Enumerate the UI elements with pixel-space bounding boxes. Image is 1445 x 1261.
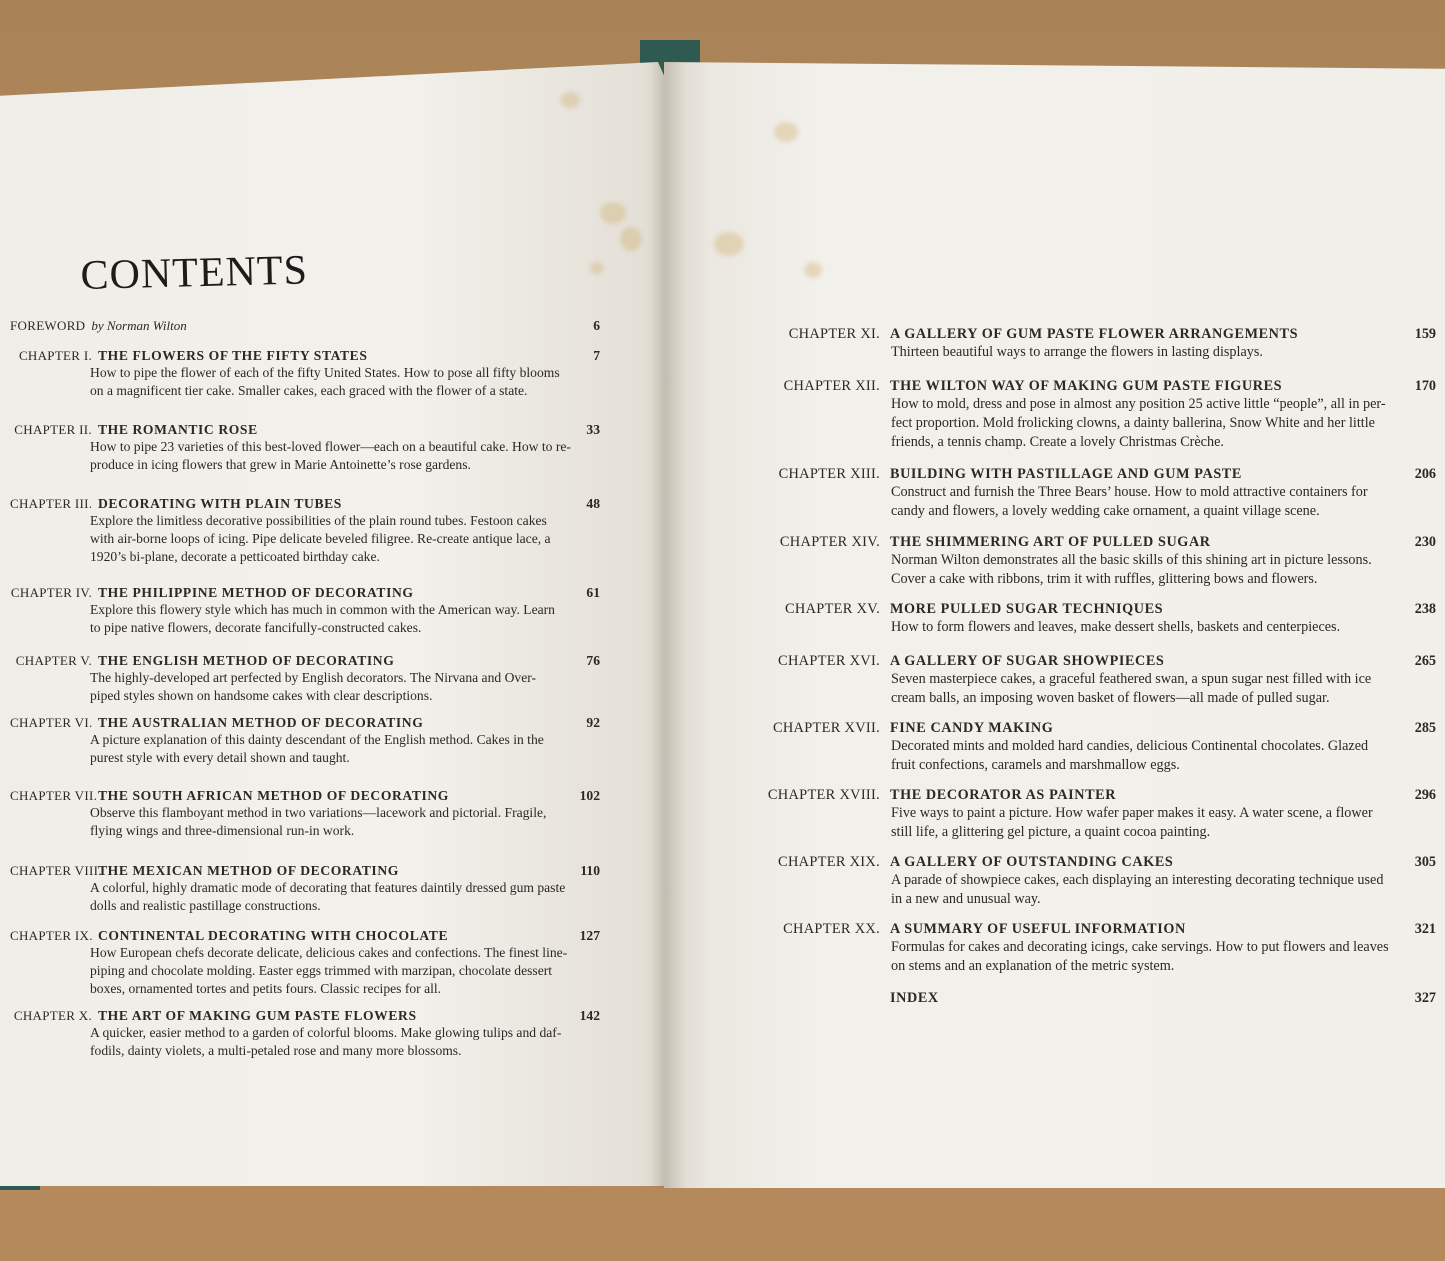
chapter-title: A GALLERY OF SUGAR SHOWPIECES [890,653,1165,669]
chapter-description [10,364,600,400]
chapter-title: THE PHILIPPINE METHOD OF DECORATING [98,585,414,600]
chapter-label: CHAPTER VII. [10,788,98,803]
chapter-label: CHAPTER XX. [783,921,880,937]
description-line: Observe this flamboyant method in two variations—lacework and pictorial. Fragile, [90,805,547,820]
entry-page-number: 327 [1414,990,1436,1006]
toc-entry[interactable] [10,653,600,705]
description-line: still life, a glittering gel picture, a quaint cocoa painting. [891,824,1211,840]
chapter-description [10,438,600,474]
toc-entry[interactable] [760,466,1436,521]
description-line: The highly-developed art perfected by English decorators. The Nirvana and Over- [90,670,537,685]
foxing-stain [714,232,744,256]
chapter-label: CHAPTER XV. [785,601,880,617]
chapter-title: THE AUSTRALIAN METHOD OF DECORATING [98,715,424,730]
chapter-description [760,871,1436,909]
entry-heading [760,653,1436,670]
entry-heading [760,720,1436,737]
entry-page-number: 265 [1414,653,1436,669]
entry-heading [10,928,600,944]
description-line: Explore the limitless decorative possibilities of the plain round tubes. Festoon cakes [90,513,547,528]
description-line: Five ways to paint a picture. How wafer paper makes it easy. A water scene, a flower [891,805,1373,821]
chapter-description [10,512,600,566]
entry-page-number: 285 [1414,720,1436,736]
description-line: flying wings and three-dimensional run-in work. [90,823,355,838]
description-line: A quicker, easier method to a garden of colorful blooms. Make glowing tulips and daf- [90,1025,562,1040]
entry-page-number: 110 [580,863,600,878]
description-line: friends, a tennis champ. Create a lovely Christmas Crèche. [891,434,1224,450]
description-line: A colorful, highly dramatic mode of decorating that features daintily dressed gum paste [90,880,566,895]
chapter-description [10,944,600,998]
chapter-description [10,731,600,767]
toc-entry[interactable] [760,534,1436,589]
toc-entry[interactable] [10,863,600,915]
entry-page-number: 159 [1414,326,1436,342]
chapter-title: FINE CANDY MAKING [890,720,1054,736]
description-line: A parade of showpiece cakes, each displaying an interesting decorating technique used [891,872,1384,888]
entry-heading [10,715,600,731]
chapter-title: A GALLERY OF GUM PASTE FLOWER ARRANGEMENTS [890,326,1299,342]
description-line: Seven masterpiece cakes, a graceful feathered swan, a spun sugar nest filled with ice [891,671,1372,687]
entry-label: FOREWORD [10,318,86,333]
entry-heading [10,422,600,438]
page-title: CONTENTS [80,247,309,299]
toc-entry-foreword[interactable] [10,318,600,334]
toc-entry[interactable] [760,854,1436,909]
description-line: Formulas for cakes and decorating icings, cake servings. How to put flowers and leaves [891,939,1389,955]
chapter-title: THE WILTON WAY OF MAKING GUM PASTE FIGURES [890,378,1283,394]
toc-entry[interactable] [10,928,600,998]
entry-page-number: 238 [1414,601,1436,617]
foxing-stain [774,122,798,142]
description-line: to pipe native flowers, decorate fancifully-constructed cakes. [90,620,422,635]
index-title: INDEX [890,990,939,1006]
chapter-description [760,938,1436,976]
chapter-title: THE ENGLISH METHOD OF DECORATING [98,653,395,668]
chapter-description [760,804,1436,842]
description-line: fodils, dainty violets, a multi-petaled rose and many more blossoms. [90,1043,462,1058]
entry-page-number: 48 [586,496,600,511]
chapter-description [760,343,1436,362]
description-line: How European chefs decorate delicate, delicious cakes and confections. The finest line- [90,945,568,960]
description-line: fruit confections, caramels and marshmallow eggs. [891,757,1180,773]
entry-page-number: 230 [1414,534,1436,550]
entry-page-number: 92 [586,715,600,730]
chapter-label: CHAPTER X. [13,1008,92,1023]
entry-heading [760,378,1436,395]
description-line: Cover a cake with ribbons, trim it with ruffles, glittering bows and flowers. [891,571,1318,587]
entry-page-number: 33 [586,422,600,437]
description-line: candy and flowers, a lovely wedding cake ornament, a quaint village scene. [891,503,1320,519]
description-line: Decorated mints and molded hard candies, delicious Continental chocolates. Glazed [891,738,1369,754]
description-line: Explore this flowery style which has much in common with the American way. Learn [90,602,555,617]
entry-heading [760,921,1436,938]
entry-heading [760,326,1436,343]
description-line: Thirteen beautiful ways to arrange the flowers in lasting displays. [891,344,1263,360]
toc-entry[interactable] [10,715,600,767]
chapter-title: THE MEXICAN METHOD OF DECORATING [98,863,399,878]
description-line: produce in icing flowers that grew in Marie Antoinette’s rose gardens. [90,457,471,472]
chapter-label: CHAPTER XVI. [778,653,880,669]
description-line: piping and chocolate molding. Easter eggs trimmed with marzipan, chocolate dessert [90,963,553,978]
entry-heading [760,466,1436,483]
entry-byline: by Norman Wilton [91,318,187,333]
entry-page-number: 76 [586,653,600,668]
entry-page-number: 321 [1414,921,1436,937]
toc-entry[interactable] [760,787,1436,842]
entry-heading [760,990,1436,1007]
chapter-title: A SUMMARY OF USEFUL INFORMATION [890,921,1186,937]
chapter-title: A GALLERY OF OUTSTANDING CAKES [890,854,1174,870]
description-line: with air-borne loops of icing. Pipe delicate beveled filigree. Re-create antique lace, a [90,531,551,546]
toc-entry[interactable] [760,720,1436,775]
entry-heading [760,854,1436,871]
chapter-title: THE SOUTH AFRICAN METHOD OF DECORATING [98,788,449,803]
chapter-label: CHAPTER VIII. [10,863,102,878]
description-line: 1920’s bi-plane, decorate a petticoated birthday cake. [90,549,380,564]
chapter-label: CHAPTER V. [15,653,92,668]
toc-entry[interactable] [10,496,600,566]
chapter-description [10,804,600,840]
chapter-label: CHAPTER XIII. [778,466,880,482]
chapter-title: THE ROMANTIC ROSE [98,422,258,437]
chapter-title: CONTINENTAL DECORATING WITH CHOCOLATE [98,928,449,943]
entry-page-number: 6 [593,318,600,333]
chapter-label: CHAPTER IV. [10,585,92,600]
description-line: Construct and furnish the Three Bears’ house. How to mold attractive containers for [891,484,1368,500]
description-line: on a magnificent tier cake. Smaller cakes, each graced with the flower of a state. [90,383,528,398]
entry-heading [10,788,600,804]
entry-page-number: 142 [579,1008,600,1023]
description-line: fect proportion. Mold frolicking clowns, a dainty ballerina, Snow White and her little [891,415,1375,431]
chapter-label: CHAPTER VI. [10,715,93,730]
chapter-label: CHAPTER XVIII. [767,787,880,803]
entry-heading [10,1008,600,1024]
chapter-label: CHAPTER XIX. [778,854,880,870]
description-line: boxes, ornamented tortes and petits fours. Classic recipes for all. [90,981,442,996]
foxing-stain [600,202,626,224]
chapter-label: CHAPTER XIV. [779,534,880,550]
chapter-label: CHAPTER XVII. [772,720,880,736]
description-line: How to pipe the flower of each of the fifty United States. How to pose all fifty blooms [90,365,560,380]
description-line: purest style with every detail shown and taught. [90,750,350,765]
chapter-description [760,737,1436,775]
chapter-description [760,395,1436,452]
toc-entry[interactable] [10,585,600,637]
toc-entry[interactable] [760,601,1436,637]
chapter-label: CHAPTER II. [14,422,92,437]
description-line: Norman Wilton demonstrates all the basic skills of this shining art in picture lessons. [891,552,1372,568]
chapter-description [10,1024,600,1060]
entry-heading [10,863,600,879]
chapter-description [760,670,1436,708]
chapter-label: CHAPTER I. [18,348,92,363]
foxing-stain [590,262,604,274]
description-line: piped styles shown on handsome cakes with clear descriptions. [90,688,433,703]
foxing-stain [560,92,580,108]
entry-heading [10,348,600,364]
toc-entry[interactable] [760,921,1436,976]
chapter-description [10,879,600,915]
description-line: How to form flowers and leaves, make dessert shells, baskets and centerpieces. [891,619,1341,635]
description-line: dolls and realistic pastillage constructions. [90,898,321,913]
entry-heading [10,585,600,601]
description-line: cream balls, an imposing woven basket of flowers—all made of pulled sugar. [891,690,1330,706]
entry-heading [760,601,1436,618]
entry-page-number: 206 [1414,466,1436,482]
toc-entry[interactable] [760,378,1436,452]
chapter-title: THE SHIMMERING ART OF PULLED SUGAR [890,534,1211,550]
description-line: A picture explanation of this dainty descendant of the English method. Cakes in the [90,732,544,747]
toc-entry[interactable] [10,422,600,474]
chapter-description [10,669,600,705]
entry-page-number: 102 [579,788,600,803]
toc-entry[interactable] [10,348,600,400]
toc-entry-index[interactable] [760,990,1436,1007]
entry-heading [10,653,600,669]
chapter-title: DECORATING WITH PLAIN TUBES [98,496,342,511]
toc-entry[interactable] [10,788,600,840]
entry-page-number: 170 [1414,378,1436,394]
description-line: How to pipe 23 varieties of this best-loved flower—each on a beautiful cake. How to re- [90,439,571,454]
chapter-label: CHAPTER XI. [788,326,880,342]
foxing-stain [620,227,642,251]
chapter-title: THE ART OF MAKING GUM PASTE FLOWERS [98,1008,417,1023]
chapter-title: THE FLOWERS OF THE FIFTY STATES [98,348,368,363]
description-line: in a new and unusual way. [891,891,1041,907]
chapter-title: THE DECORATOR AS PAINTER [890,787,1117,803]
chapter-label: CHAPTER IX. [10,928,93,943]
entry-page-number: 127 [579,928,600,943]
book-gutter [650,62,686,1188]
description-line: How to mold, dress and pose in almost any position 25 active little “people”, all in per- [891,396,1386,412]
entry-page-number: 305 [1414,854,1436,870]
foxing-stain [804,262,822,278]
entry-heading [760,787,1436,804]
toc-entry[interactable] [760,326,1436,362]
chapter-description [10,601,600,637]
chapter-description [760,483,1436,521]
entry-page-number: 61 [586,585,600,600]
entry-heading [10,496,600,512]
chapter-label: CHAPTER XII. [783,378,880,394]
entry-page-number: 7 [593,348,600,363]
entry-page-number: 296 [1414,787,1436,803]
chapter-label: CHAPTER III. [10,496,93,511]
chapter-description [760,551,1436,589]
description-line: on stems and an explanation of the metric system. [891,958,1175,974]
chapter-description [760,618,1436,637]
chapter-title: MORE PULLED SUGAR TECHNIQUES [890,601,1164,617]
entry-heading [760,534,1436,551]
toc-entry[interactable] [10,1008,600,1060]
toc-entry[interactable] [760,653,1436,708]
chapter-title: BUILDING WITH PASTILLAGE AND GUM PASTE [890,466,1242,482]
